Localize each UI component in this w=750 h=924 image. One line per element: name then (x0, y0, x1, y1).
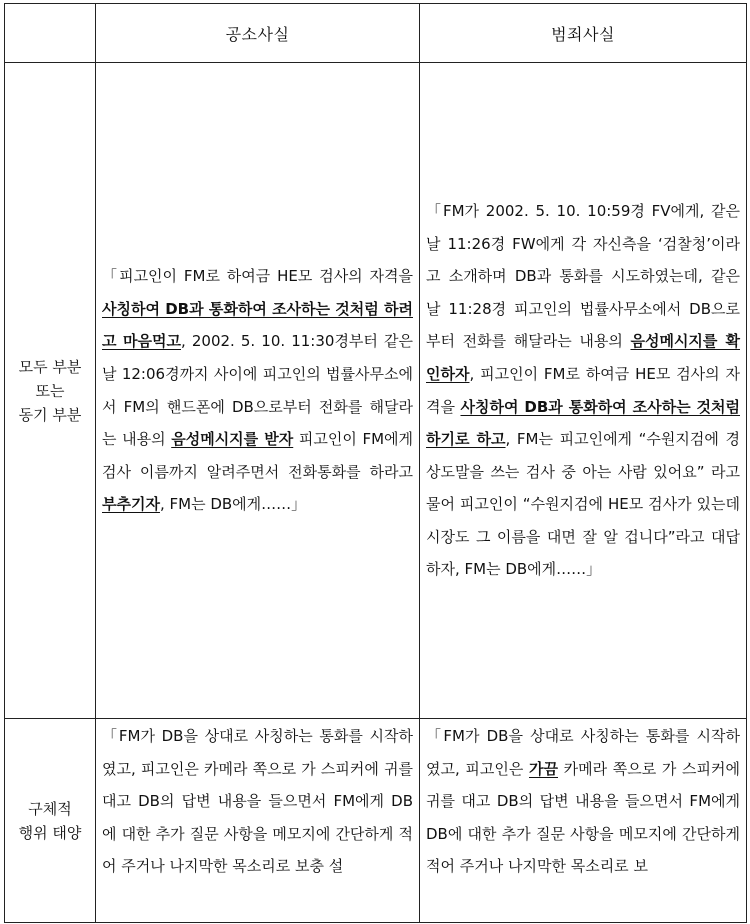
label-line: 또는 (35, 381, 65, 400)
row-label-motive (5, 63, 96, 719)
label-line: 행위 태양 (18, 823, 82, 842)
text-segment: 「피고인이 FM로 하여금 HE모 검사의 자격을 (102, 267, 413, 286)
text-segment: 「FM가 DB을 상대로 사칭하는 통화를 시작하였고, 피고인은 (426, 727, 740, 778)
text-segment: , 피고인이 FM로 하여금 HE모 검사의 자격을 (426, 364, 740, 416)
underlined-phrase: 사칭하여 DB과 통화하여 조사하는 것처럼 하려고 마음먹고 (102, 299, 413, 351)
underlined-phrase: 음성메시지를 받자 (171, 430, 294, 449)
text-segment: , FM는 DB에게……」 (159, 495, 307, 514)
header-row (5, 4, 747, 63)
header-empty-cell (5, 4, 96, 63)
crime-facts-text-motive (420, 63, 747, 719)
row-label-conduct (5, 719, 96, 923)
crime-facts-text-conduct (420, 719, 747, 923)
row-motive (5, 63, 747, 719)
label-line: 모두 부분 (18, 357, 82, 376)
text-segment: 피고인이 FM에게 검사 이름까지 알려주면서 전화통화를 하라고 (102, 430, 413, 481)
text-segment: 카메라 쪽으로 가 스피커에 귀를 대고 DB의 답변 내용을 들으면서 FM에게 DB에 대한 추가 질문 사항을 메모지에 간단하게 적어 주거나 나지막한 목소리로 보 (426, 759, 740, 876)
label-line: 동기 부분 (18, 405, 82, 424)
comparison-table (4, 3, 747, 923)
text-segment: 「FM가 DB을 상대로 사칭하는 통화를 시작하였고, 피고인은 카메라 쪽으로 가 스피커에 귀를 대고 DB의 답변 내용을 들으면서 FM에게 DB에 대한 추가 질문 사항을 메모지에 간단하게 적어 주거나 나지막한 목소리로 보충 설 (102, 727, 413, 876)
indictment-text-motive (96, 63, 420, 719)
text-segment: 「FM가 2002. 5. 10. 10:59경 FV에게, 같은 날 11:26경 FW에게 각 자신측을 ‘검찰청’이라고 소개하며 DB과 통화를 시도하였는데, 같은 날 11:28경 피고인의 법률사무소에서 DB으로부터 전화를 해달라는 내용의 (426, 201, 740, 351)
row-conduct (5, 719, 747, 923)
underlined-phrase: 사칭하여 DB과 통화하여 조사하는 것처럼 하기로 하고 (426, 397, 740, 449)
header-indictment: 공소사실 (96, 4, 420, 63)
underlined-phrase: 가끔 (529, 759, 558, 778)
header-crime-facts: 범죄사실 (420, 4, 747, 63)
underlined-phrase: 음성메시지를 확인하자 (426, 332, 740, 383)
label-line: 구체적 (28, 799, 72, 818)
text-segment: , 2002. 5. 10. 11:30경부터 같은 날 12:06경까지 사이에 피고인의 법률사무소에서 FM의 핸드폰에 DB으로부터 전화를 해달라는 내용의 (102, 332, 413, 449)
text-segment: , FM는 피고인에게 “수원지검에 경상도말을 쓰는 검사 중 아는 사람 있어요” 라고 물어 피고인이 “수원지검에 HE모 검사가 있는데 시장도 그 이름을 대면 잘 알 겁니다”라고 대답하자, FM는 DB에게……」 (426, 430, 740, 579)
indictment-text-conduct (96, 719, 420, 923)
underlined-phrase: 부추기자 (102, 495, 160, 514)
